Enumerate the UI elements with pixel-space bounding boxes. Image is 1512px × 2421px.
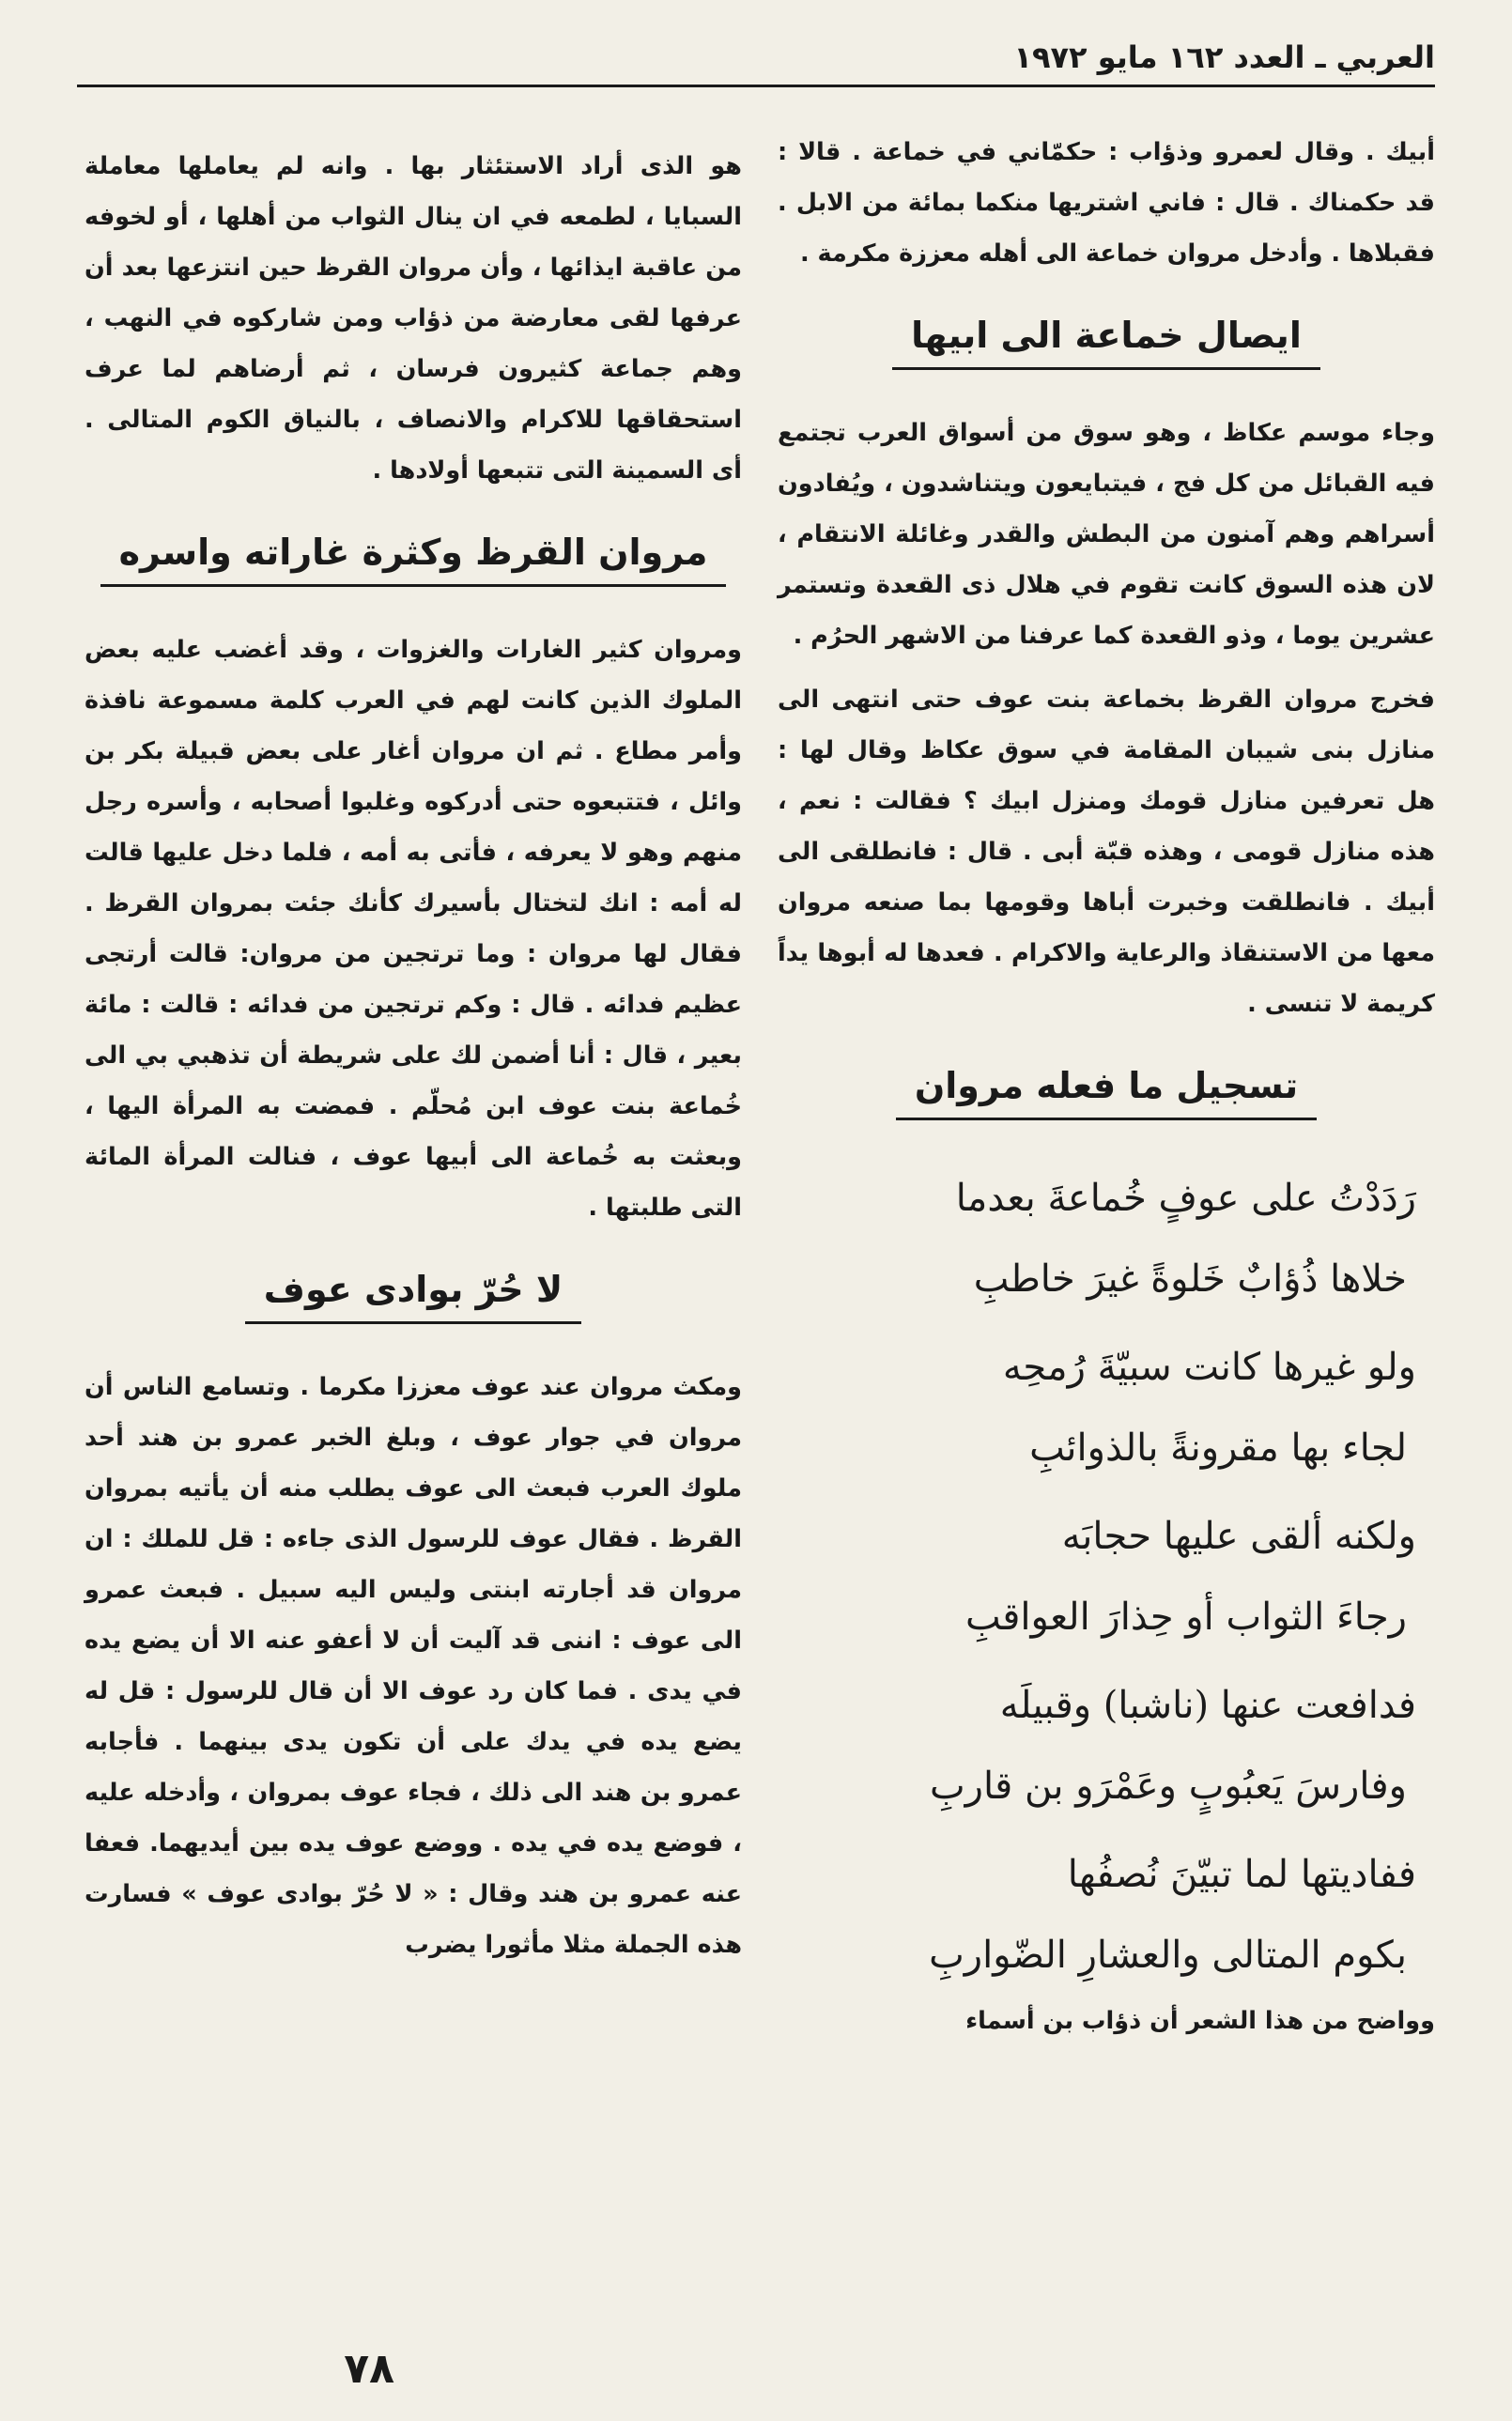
section-heading: ايصال خماعة الى ابيها [778, 307, 1435, 370]
paragraph: هو الذى أراد الاستئثار بها . وانه لم يعاملها معاملة السبايا ، لطمعه في ان ينال الثواب من أهلها ، أو لخوفه من عاقبة ايذائها ، وأن مروان القرظ حين انتزعها بعد أن عرفها لقى معارضة من ذؤاب ومن شاركوه في النهب ، وهم جماعة كثيرون فرسان ، ثم أرضاهم لما عرف استحقاقها للاكرام والانصاف ، بالنياق الكوم المتالى . أى السمينة التى تتبعها أولادها . [85, 152, 742, 485]
poem-verse: بكوم المتالى والعشارِ الضّواربِ [929, 1934, 1407, 1977]
left-column [85, 141, 742, 1983]
poem-verse: ولكنه ألقى عليها حجابَه [1061, 1515, 1416, 1558]
poem-verse: لجاء بها مقرونةً بالذوائبِ [1029, 1426, 1407, 1470]
section-heading: تسجيل ما فعله مروان [778, 1057, 1435, 1120]
poem [778, 1158, 1435, 1996]
paragraph: فخرج مروان القرظ بخماعة بنت عوف حتى انتهى الى منازل بنى شيبان المقامة في سوق عكاظ وقال لها : هل تعرفين منازل قومك ومنزل ابيك ؟ فقالت : نعم ، هذه منازل قومى ، وهذه قبّة أبى . قال : فانطلقى الى أبيك . فانطلقت وخبرت أباها وقومها بما صنعه مروان معها من الاستنقاذ والرعاية والاكرام . فعدها له أبوها يداً كريمة لا تنسى . [778, 686, 1435, 1018]
section-heading: مروان القرظ وكثرة غاراته واسره [85, 524, 742, 587]
paragraph: وواضح من هذا الشعر أن ذؤاب بن أسماء [965, 2007, 1435, 2035]
paragraph: ومكث مروان عند عوف معززا مكرما . وتسامع الناس أن مروان في جوار عوف ، وبلغ الخبر عمرو بن هند أحد ملوك العرب فبعث الى عوف يطلب منه أن يأتيه بمروان القرظ . فقال عوف للرسول الذى جاءه : قل للملك : ان مروان قد أجارته ابنتى وليس اليه سبيل . فبعث عمرو الى عوف : اننى قد آليت أن لا أعفو عنه الا أن يضع يده في يدى . فما كان رد عوف الا أن قال للرسول : قل له يضع يده في يدك على أن تكون يدى بينهما . فأجابه عمرو بن هند الى ذلك ، فجاء عوف بمروان ، وأدخله عليه ، فوضع يده في يده . ووضع عوف يده بين أيديهما. فعفا عنه عمرو بن هند وقال : « لا حُرّ بوادى عوف » فسارت هذه الجملة مثلا مأثورا يضرب [85, 1373, 742, 1959]
paragraph: وجاء موسم عكاظ ، وهو سوق من أسواق العرب تجتمع فيه القبائل من كل فج ، فيتبايعون ويتناشدون ، ويُفادون أسراهم وهم آمنون من البطش والقدر وغائلة الانتقام ، لان هذه السوق كانت تقوم في هلال ذى القعدة وتستمر عشرين يوما ، وذو القعدة كما عرفنا من الاشهر الحرُم . [778, 419, 1435, 650]
paragraph: ومروان كثير الغارات والغزوات ، وقد أغضب عليه بعض الملوك الذين كانت لهم في العرب كلمة مسموعة نافذة وأمر مطاع . ثم ان مروان أغار على بعض قبيلة بكر بن وائل ، فتتبعوه حتى أدركوه وغلبوا أصحابه ، وأسره رجل منهم وهو لا يعرفه ، فأتى به أمه ، فلما دخل عليها قالت له أمه : انك لتختال بأسيرك كأنك جئت بمروان القرظ . فقال لها مروان : وما ترتجين من مروان: قالت أرتجى عظيم فدائه . قال : وكم ترتجين من فدائه : قالت : مائة بعير ، قال : أنا أضمن لك على شريطة أن تذهبي بي الى خُماعة بنت عوف ابن مُحلّم . فمضت به المرأة اليها ، وبعثت به خُماعة الى أبيها عوف ، فنالت المرأة المائة التى طلبتها . [85, 636, 742, 1222]
right-column [778, 127, 1435, 2059]
poem-verse: ولو غيرها كانت سبيّةَ رُمحِه [1002, 1346, 1416, 1389]
poem-verse: وفارسَ يَعبُوبٍ وعَمْرَو بن قاربِ [929, 1765, 1407, 1808]
poem-verse: رجاءَ الثواب أو حِذارَ العواقبِ [964, 1596, 1407, 1639]
running-head: العربي ـ العدد ١٦٢ مايو ١٩٧٢ [77, 39, 1435, 87]
section-heading: لا حُرّ بوادى عوف [85, 1261, 742, 1324]
poem-verse: ففاديتها لما تبيّنَ نُصفُها [1067, 1853, 1416, 1896]
paragraph: أبيك . وقال لعمرو وذؤاب : حكمّاني في خماعة . قالا : قد حكمناك . قال : فاني اشتريها منكما بمائة من الابل . فقبلاها . وأدخل مروان خماعة الى أهله معززة مكرمة . [778, 138, 1435, 268]
poem-verse: خلاها ذُؤابٌ خَلوةً غيرَ خاطبِ [973, 1257, 1407, 1301]
poem-verse: رَدَدْتُ على عوفٍ خُماعةَ بعدما [955, 1177, 1416, 1220]
poem-verse: فدافعت عنها (ناشبا) وقبيلَه [999, 1684, 1416, 1727]
page-number: ٧٨ [344, 2345, 394, 2393]
